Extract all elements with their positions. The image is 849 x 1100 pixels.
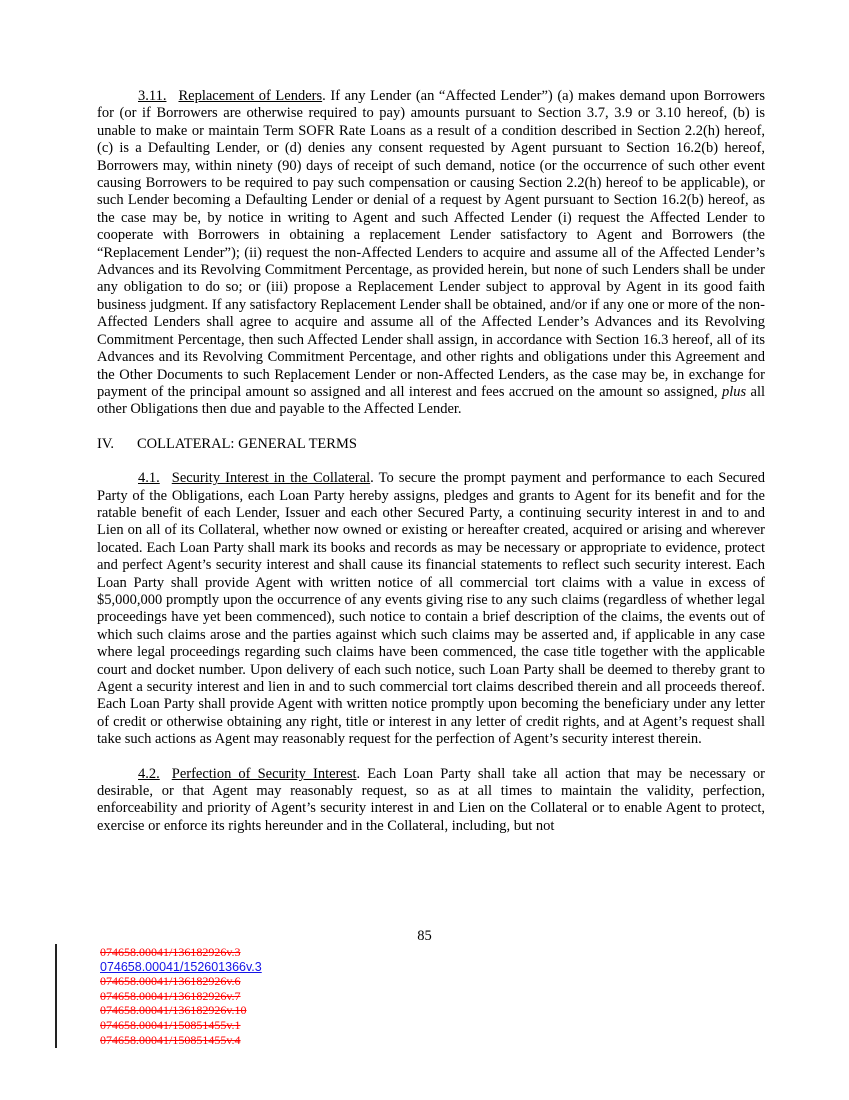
article-iv-numeral: IV. [97, 435, 115, 452]
section-3-11-italic-word: plus [722, 383, 747, 400]
article-iv-heading [97, 436, 765, 453]
section-3-11-body-end: all other Obligations then due and payable to the Affected Lender. [97, 383, 766, 418]
section-4-1-number: 4.1. [138, 470, 160, 487]
document-body [97, 88, 765, 852]
article-iv-title: COLLATERAL: GENERAL TERMS [137, 435, 357, 452]
page-number: 85 [417, 928, 432, 944]
version-stamp-current: 074658.00041/152601366v.3 [100, 959, 262, 974]
section-3-11-title: Replacement of Lenders [178, 88, 323, 104]
section-4-1-title: Security Interest in the Collateral [171, 470, 371, 487]
section-4-2-paragraph [97, 766, 765, 836]
version-stamp-deleted: 074658.00041/136182926v.10 [100, 1003, 247, 1018]
section-3-11-paragraph [97, 88, 765, 419]
section-4-2-number: 4.2. [138, 765, 160, 782]
version-stamp-deleted: 074658.00041/150851455v.1 [100, 1017, 241, 1032]
section-4-1-body: . To secure the prompt payment and performance to each Secured Party of the Obligations, each Loan Party hereby assigns, pledges and grants to Agent for its benefit and for the ratable benefit of each Lender, Issuer and each other Secured Party, a continuing security interest in and to and Lien on all of its Collateral, whether now owned or existing or hereafter created, acquired or arising and wherever located. Each Loan Party shall mark its books and records as may be necessary or appropriate to evidence, protect and perfect Agent’s security interest and shall cause its financial statements to reflect such security interest. Each Loan Party shall provide Agent with written notice of all commercial tort claims with a value in excess of $5,000,000 promptly upon the occurrence of any events giving rise to any such claims (regardless of whether legal proceedings have yet been commenced), such notice to contain a brief description of the claims, the events out of which such claims arose and the parties against which such claims may be asserted and, if applicable in any case where legal proceedings regarding such claims have been commenced, the case title together with the applicable court and docket number. Upon delivery of each such notice, such Loan Party shall be deemed to thereby grant to Agent a security interest and lien in and to such commercial tort claims described therein and all proceeds thereof. Each Loan Party shall provide Agent with written notice promptly upon becoming the beneficiary under any letter of credit or otherwise obtaining any right, title or interest in any letter of credit rights, and at Agent’s request shall take such actions as Agent may reasonably request for the perfection of Agent’s security interest therein. [97, 470, 765, 748]
section-3-11-body: . If any Lender (an “Affected Lender”) (a) makes demand upon Borrowers for (or if Borrowers are otherwise required to pay) amounts pursuant to Section 3.7, 3.9 or 3.10 hereof, (b) is unable to make or maintain Term SOFR Rate Loans as a result of a condition described in Section 2.2(h) hereof, (c) is a Defaulting Lender, or (d) denies any consent requested by Agent pursuant to Section 16.2(b) hereof, Borrowers may, within ninety (90) days of receipt of such demand, notice (or the occurrence of such other event causing Borrowers to be required to pay such compensation or causing Section 2.2(h) hereof to be applicable), or such Lender becoming a Defaulting Lender or denial of a request by Agent pursuant to Section 16.2(b) hereof, as the case may be, by notice in writing to Agent and such Affected Lender (i) request the Affected Lender to cooperate with Borrowers in obtaining a replacement Lender satisfactory to Agent and Borrowers (the “Replacement Lender”); (ii) request the non-Affected Lenders to acquire and assume all of the Affected Lender’s Advances and its Revolving Commitment Percentage, as provided herein, but none of such Lenders shall be under any obligation to do so; or (iii) propose a Replacement Lender subject to approval by Agent in its good faith business judgment. If any satisfactory Replacement Lender shall be obtained, and/or if any one or more of the non-Affected Lenders shall agree to acquire and assume all of the Affected Lender’s Advances and its Revolving Commitment Percentage, then such Affected Lender shall assign, in accordance with Section 16.3 hereof, all of its Advances and its Revolving Commitment Percentage, and other rights and obligations under this Agreement and the Other Documents to such Replacement Lender or non-Affected Lenders, as the case may be, in exchange for payment of the principal amount so assigned and all interest and fees accrued on the amount so assigned, [97, 88, 765, 400]
version-stamp-deleted: 074658.00041/150851455v.4 [100, 1032, 241, 1047]
section-4-2-body: . Each Loan Party shall take all action that may be necessary or desirable, or that Agent may reasonably request, so as at all times to maintain the validity, perfection, enforceability and priority of Agent’s security interest in and Lien on the Collateral or to enable Agent to protect, exercise or enforce its rights hereunder and in the Collateral, including, but not [97, 765, 765, 834]
version-stamp-deleted: 074658.00041/136182926v.6 [100, 974, 241, 989]
section-4-2-title: Perfection of Security Interest [171, 765, 357, 782]
document-version-stamps [100, 945, 262, 1047]
version-stamp-deleted: 074658.00041/136182926v.7 [100, 988, 241, 1003]
section-3-11-number: 3.11. [138, 88, 167, 104]
section-4-1-paragraph [97, 470, 765, 749]
revision-change-bar [55, 944, 57, 1048]
version-stamp-deleted: 074658.00041/136182926v.3 [100, 945, 241, 959]
